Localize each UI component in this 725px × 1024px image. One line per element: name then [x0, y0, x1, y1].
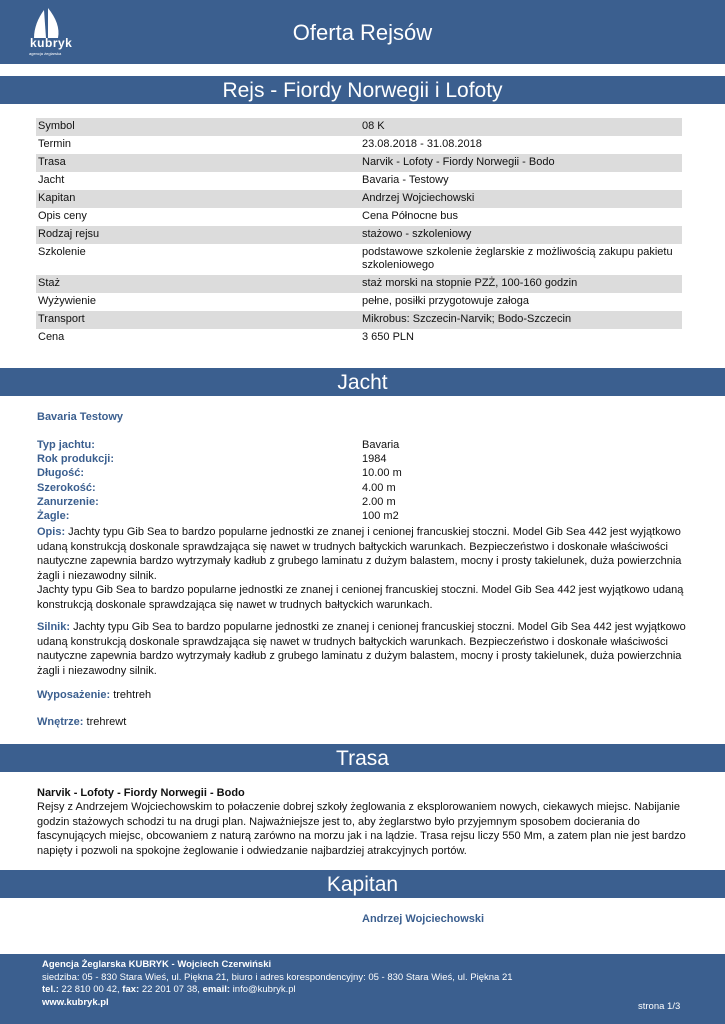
info-value: Andrzej Wojciechowski — [360, 190, 682, 208]
info-key: Szkolenie — [38, 246, 86, 258]
info-key: Kapitan — [36, 190, 360, 208]
spec-row — [37, 453, 687, 467]
spec-label: Szerokość: — [37, 481, 96, 494]
section-title-route: Trasa — [336, 747, 389, 770]
info-key: Trasa — [36, 154, 360, 172]
spec-row — [37, 510, 687, 524]
info-row — [36, 172, 682, 190]
yacht-interior — [37, 715, 687, 730]
spec-value: Bavaria — [362, 439, 400, 451]
info-key: Termin — [38, 138, 72, 150]
spec-row — [37, 496, 687, 510]
section-band-captain — [0, 870, 725, 898]
spec-row — [37, 482, 687, 496]
spec-value: 4.00 m — [362, 481, 396, 494]
email-link[interactable]: info@kubryk.pl — [230, 984, 296, 995]
section-band-yacht — [0, 368, 725, 396]
info-value: pełne, posiłki przygotowuje załoga — [362, 295, 529, 307]
info-value: Bavaria - Testowy — [362, 174, 449, 186]
tel-label: tel.: — [42, 984, 59, 995]
info-value: Narvik - Lofoty - Fiordy Norwegii - Bodo — [360, 154, 682, 172]
engine-text: Jachty typu Gib Sea to bardzo popularne jednostki ze znanej i cenionej francuskiej stoczni. Model Gib Sea 442 jest wyjątkowo udaną konstrukcją doskonale sprawdzająca się nawet w trudnych bałtyckich warunkach. Bezpieczeństwo i doskonałe właściwości nautyczne zapewnia bardzo wytrzymały kadłub z grubego laminatu z dużym balastem, mocny i prosty takielunek, duża powierzchnia żagli i niezawodny silnik. — [37, 621, 686, 677]
spec-row — [37, 439, 687, 453]
spec-row — [37, 467, 687, 481]
footer — [0, 954, 725, 1024]
equipment-text: trehtreh — [110, 689, 152, 701]
info-key: Symbol — [36, 118, 360, 136]
route-description: Rejsy z Andrzejem Wojciechowskim to połaczenie dobrej szkoły żeglowania z eksplorowaniem nowych, ciekawych miejsc. Nabijanie godzin stażowych schodzi tu na drugi plan. Najważniejsze jest to, aby żeglarstwo było przyjemnym sposobem docierania do fascynujących miejsc, obcowaniem z naturą zarówno na morzu jak i na lądzie. Trasa rejsu liczy 550 Mm, a zatem plan nie jest bardzo napięty i pozwoli na spokojne żeglowanie i odwiedzanie najbardziej atrakcyjnych portów. — [37, 801, 686, 857]
info-value: podstawowe szkolenie żeglarskie z możliwością zakupu pakietu szkoleniowego — [362, 246, 673, 271]
yacht-specs — [37, 439, 687, 524]
spec-value: 1984 — [362, 453, 387, 466]
info-row — [36, 329, 682, 347]
section-title-captain: Kapitan — [326, 873, 399, 896]
spec-label: Zanurzenie: — [37, 495, 99, 508]
info-row — [36, 136, 682, 154]
route-title: Narvik - Lofoty - Fiordy Norwegii - Bodo — [37, 787, 245, 799]
info-key: Staż — [36, 275, 360, 293]
info-value: 23.08.2018 - 31.08.2018 — [362, 138, 482, 150]
info-value: stażowo - szkoleniowy — [360, 226, 682, 244]
description-text-1: Jachty typu Gib Sea to bardzo popularne jednostki ze znanej i cenionej francuskiej stoczni. Model Gib Sea 442 jest wyjątkowo udaną konstrukcją doskonale sprawdzająca się nawet w trudnych bałtyckich warunkach. Bezpieczeństwo i doskonałe właściwości nautyczne zapewnia bardzo wytrzymały kadłub z grubego laminatu z dużym balastem, mocny i prosty takielunek, duża powierzchnia żagli i niezawodny silnik. — [37, 526, 682, 582]
fax-label: fax: — [122, 984, 140, 995]
email-label: email: — [202, 984, 231, 995]
description-label: Opis: — [37, 526, 66, 538]
cruise-title-band — [0, 76, 725, 104]
info-key: Wyżywienie — [38, 295, 96, 307]
info-key: Transport — [36, 311, 360, 329]
fax-value: 22 201 07 38, — [139, 984, 203, 995]
interior-text: trehrewt — [83, 716, 127, 728]
footer-website-link[interactable]: www.kubryk.pl — [42, 997, 109, 1008]
spec-label: Typ jachtu: — [37, 439, 95, 451]
info-value: staż morski na stopnie PZŻ, 100-160 godzin — [360, 275, 682, 293]
section-title-yacht: Jacht — [337, 371, 388, 394]
equipment-label: Wyposażenie: — [37, 689, 111, 701]
yacht-equipment — [37, 688, 687, 703]
info-value: Cena Północne bus — [362, 210, 459, 222]
footer-contact — [42, 984, 296, 995]
spec-value: 2.00 m — [362, 495, 396, 508]
info-row — [36, 311, 682, 329]
info-value: 3 650 PLN — [362, 331, 414, 343]
yacht-description — [37, 525, 687, 613]
info-key: Cena — [38, 331, 65, 343]
yacht-name: Bavaria Testowy — [37, 411, 124, 423]
info-key: Jacht — [38, 174, 65, 186]
captain-name: Andrzej Wojciechowski — [362, 913, 485, 925]
header-bar — [0, 0, 725, 64]
info-row — [36, 244, 682, 275]
page-title: Oferta Rejsów — [292, 20, 433, 45]
spec-value: 10.00 m — [362, 467, 402, 480]
logo-subtext: agencja żeglarska — [29, 51, 62, 56]
info-row — [36, 293, 682, 311]
info-row — [36, 275, 682, 293]
info-value: Mikrobus: Szczecin-Narvik; Bodo-Szczecin — [360, 311, 682, 329]
info-row — [36, 154, 682, 172]
logo-text: kubryk — [30, 36, 73, 50]
engine-label: Silnik: — [37, 621, 71, 633]
spec-label: Długość: — [37, 467, 85, 480]
info-key: Rodzaj rejsu — [36, 226, 360, 244]
yacht-engine — [37, 620, 687, 678]
info-key: Opis ceny — [38, 210, 87, 222]
tel-value: 22 810 00 42, — [58, 984, 123, 995]
footer-address: siedziba: 05 - 830 Stara Wieś, ul. Piękna 21, biuro i adres korespondencyjny: 05 - 830 Stara Wieś, ul. Piękna 21 — [42, 972, 513, 983]
cruise-title: Rejs - Fiordy Norwegii i Lofoty — [222, 79, 503, 102]
spec-value: 100 m2 — [362, 509, 399, 522]
info-row — [36, 118, 682, 136]
interior-label: Wnętrze: — [37, 716, 84, 728]
footer-company: Agencja Żeglarska KUBRYK - Wojciech Czerwiński — [42, 959, 272, 970]
section-band-route — [0, 744, 725, 772]
cruise-info-table — [36, 118, 682, 347]
info-row — [36, 226, 682, 244]
spec-label: Rok produkcji: — [37, 453, 115, 466]
info-row — [36, 190, 682, 208]
info-row — [36, 208, 682, 226]
page-number: strona 1/3 — [638, 1001, 681, 1012]
description-text-2: Jachty typu Gib Sea to bardzo popularne jednostki ze znanej i cenionej francuskiej stoczni. Model Gib Sea 442 jest wyjątkowo udaną konstrukcją doskonale sprawdzająca się nawet w trudnych bałtyckich warunkach. — [37, 584, 684, 611]
info-value: 08 K — [360, 118, 682, 136]
spec-label: Żagle: — [37, 509, 70, 522]
